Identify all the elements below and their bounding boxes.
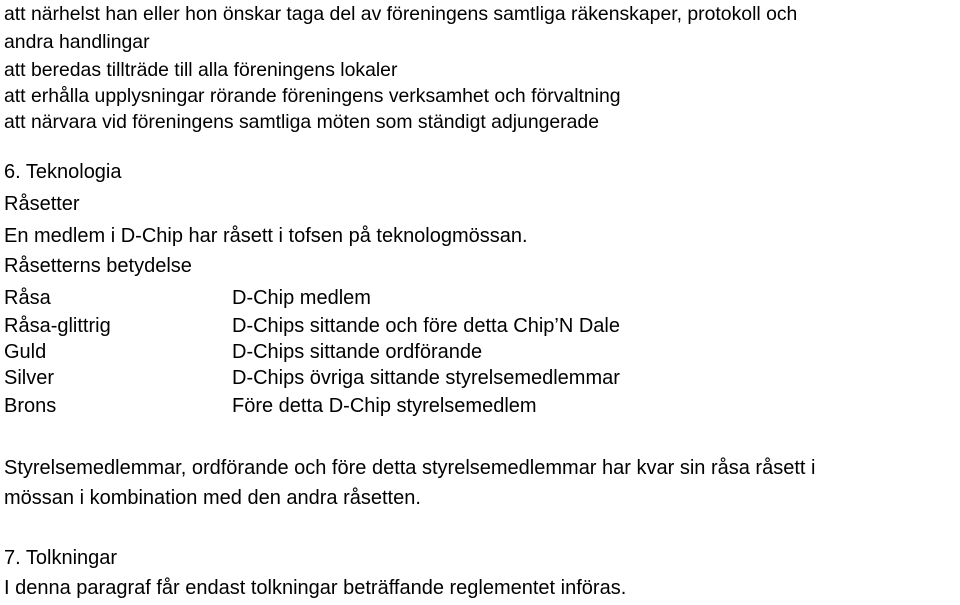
- document-page: [4, 0, 954, 605]
- meaning-cell: D-Chip medlem: [232, 287, 371, 309]
- section-6-text: En medlem i D-Chip har råsett i tofsen på teknologmössan.: [4, 225, 528, 247]
- section-7-heading: 7. Tolkningar: [4, 547, 118, 569]
- intro-line-3: att beredas tillträde till alla föreningens lokaler: [4, 59, 398, 81]
- meanings-heading: Råsetterns betydelse: [4, 255, 192, 277]
- section-7-text: I denna paragraf får endast tolkningar beträffande reglementet införas.: [4, 577, 627, 599]
- term-cell: Guld: [4, 341, 47, 363]
- meaning-cell: D-Chips sittande och före detta Chip’N Dale: [232, 315, 620, 337]
- intro-line-5: att närvara vid föreningens samtliga möten som ständigt adjungerade: [4, 111, 599, 133]
- term-cell: Råsa: [4, 287, 51, 309]
- intro-line-2: andra handlingar: [4, 31, 150, 53]
- intro-line-4: att erhålla upplysningar rörande föreningens verksamhet och förvaltning: [4, 85, 621, 107]
- meaning-cell: D-Chips övriga sittande styrelsemedlemmar: [232, 367, 620, 389]
- section-6-subheading: Råsetter: [4, 193, 80, 215]
- term-cell: Brons: [4, 395, 57, 417]
- term-cell: Silver: [4, 367, 55, 389]
- section-6-heading: 6. Teknologia: [4, 161, 122, 183]
- paragraph-line-1: Styrelsemedlemmar, ordförande och före detta styrelsemedlemmar har kvar sin råsa råsett i: [4, 457, 816, 479]
- intro-line-1: att närhelst han eller hon önskar taga del av föreningens samtliga räkenskaper, protokoll och: [4, 3, 798, 25]
- term-cell: Råsa-glittrig: [4, 315, 111, 337]
- meaning-cell: D-Chips sittande ordförande: [232, 341, 483, 363]
- meaning-cell: Före detta D-Chip styrelsemedlem: [232, 395, 537, 417]
- paragraph-line-2: mössan i kombination med den andra råsetten.: [4, 487, 421, 509]
